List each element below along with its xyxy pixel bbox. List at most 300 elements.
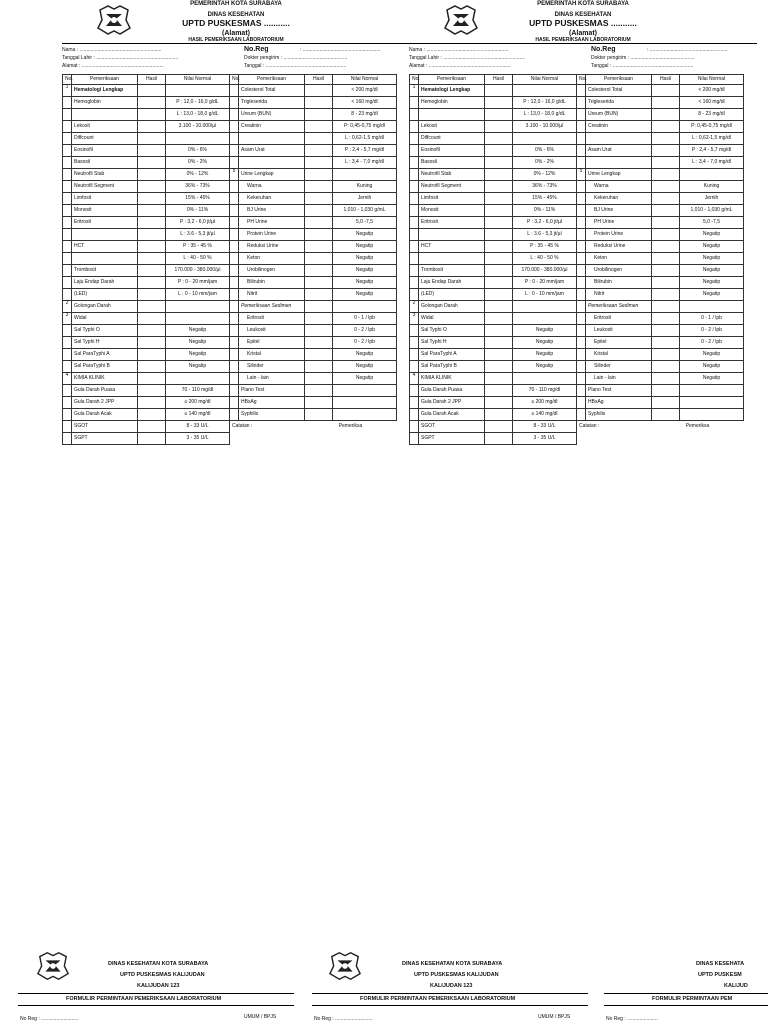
result-cell[interactable] <box>305 229 333 241</box>
exam-name <box>72 229 138 241</box>
row-number <box>410 265 419 277</box>
row-number <box>577 337 586 349</box>
exam-name: KIMIA KLINIK <box>72 373 138 385</box>
normal-value: < 200 mg/dl <box>333 85 397 97</box>
row-number <box>63 289 72 301</box>
result-cell[interactable] <box>485 409 513 421</box>
exam-name <box>419 253 485 265</box>
row-number: 4 <box>410 373 419 385</box>
result-cell[interactable] <box>305 289 333 301</box>
row-number <box>410 133 419 145</box>
row-number <box>577 241 586 253</box>
normal-value: 5,0 -7,5 <box>680 217 744 229</box>
normal-value <box>513 133 577 145</box>
patient-tanggal-lahir: Tanggal Lahir : ........................................................... <box>62 55 179 61</box>
row-number: 4 <box>63 373 72 385</box>
result-cell[interactable] <box>138 241 166 253</box>
result-cell[interactable] <box>485 157 513 169</box>
result-cell[interactable] <box>485 229 513 241</box>
table-row <box>410 109 744 121</box>
row-number <box>577 229 586 241</box>
normal-value: L : 0,62-1,5 mg/dl <box>333 133 397 145</box>
result-cell[interactable] <box>652 277 680 289</box>
result-cell[interactable] <box>652 265 680 277</box>
result-cell[interactable] <box>305 241 333 253</box>
row-number <box>577 97 586 109</box>
result-cell[interactable] <box>305 97 333 109</box>
tanggal: Tanggal : .......................................................... <box>591 63 694 69</box>
table-row <box>63 361 397 373</box>
normal-value: Negatip <box>333 253 397 265</box>
result-cell[interactable] <box>652 157 680 169</box>
result-cell[interactable] <box>138 313 166 325</box>
result-cell[interactable] <box>652 373 680 385</box>
result-cell[interactable] <box>305 181 333 193</box>
exam-name: Basosil <box>72 157 138 169</box>
slip-title: FORMULIR PERMINTAAN PEMERIKSAAN LABORATORIUM <box>66 996 222 1002</box>
table-row <box>63 205 397 217</box>
result-cell[interactable] <box>652 229 680 241</box>
result-cell[interactable] <box>305 265 333 277</box>
exam-name: Eritrosit <box>586 313 652 325</box>
result-cell[interactable] <box>485 217 513 229</box>
result-cell[interactable] <box>485 109 513 121</box>
exam-name: Kekeruhan <box>586 193 652 205</box>
result-cell[interactable] <box>485 169 513 181</box>
exam-name <box>239 133 305 145</box>
row-number <box>577 217 586 229</box>
result-cell[interactable] <box>652 397 680 409</box>
row-number <box>230 157 239 169</box>
table-row <box>410 205 744 217</box>
row-number <box>63 157 72 169</box>
result-cell[interactable] <box>305 133 333 145</box>
result-cell[interactable] <box>485 277 513 289</box>
table-row <box>410 121 744 133</box>
result-cell[interactable] <box>138 157 166 169</box>
result-cell[interactable] <box>485 265 513 277</box>
noreg-value: : ........................................................ <box>300 47 381 53</box>
result-cell[interactable] <box>652 97 680 109</box>
table-row <box>63 169 397 181</box>
row-number <box>230 121 239 133</box>
row-number <box>410 121 419 133</box>
row-number <box>577 265 586 277</box>
result-cell[interactable] <box>138 397 166 409</box>
result-cell[interactable] <box>305 109 333 121</box>
row-number <box>230 97 239 109</box>
result-cell[interactable] <box>652 337 680 349</box>
normal-value: 36% - 73% <box>166 181 230 193</box>
result-cell[interactable] <box>652 85 680 97</box>
result-cell[interactable] <box>138 349 166 361</box>
result-cell[interactable] <box>485 121 513 133</box>
result-cell[interactable] <box>485 385 513 397</box>
result-cell[interactable] <box>305 409 333 421</box>
exam-name: Golongan Darah <box>419 301 485 313</box>
result-cell[interactable] <box>305 217 333 229</box>
request-slip-1 <box>18 944 298 1024</box>
exam-name: PH Urine <box>239 217 305 229</box>
lab-table <box>62 74 397 445</box>
normal-value: L : 0,62-1,5 mg/dl <box>680 133 744 145</box>
exam-name: Trombosit <box>72 265 138 277</box>
result-cell[interactable] <box>305 385 333 397</box>
row-number <box>230 217 239 229</box>
result-cell[interactable] <box>305 313 333 325</box>
slip-line1: DINAS KESEHATAN KOTA SURABAYA <box>402 961 503 967</box>
result-cell[interactable] <box>485 145 513 157</box>
row-number <box>577 361 586 373</box>
normal-value: 1,010 - 1,030 g/mL <box>333 205 397 217</box>
result-cell[interactable] <box>652 121 680 133</box>
exam-name: HBsAg <box>586 397 652 409</box>
result-cell[interactable] <box>138 385 166 397</box>
result-cell[interactable] <box>138 337 166 349</box>
result-cell[interactable] <box>138 325 166 337</box>
row-number: 3 <box>410 313 419 325</box>
exam-name: SGOT <box>72 421 138 433</box>
result-cell[interactable] <box>652 385 680 397</box>
normal-value: 170.000 - 380.000/µl <box>513 265 577 277</box>
result-cell[interactable] <box>652 241 680 253</box>
exam-name: BJ Urine <box>586 205 652 217</box>
result-cell[interactable] <box>138 217 166 229</box>
table-row <box>410 193 744 205</box>
result-cell[interactable] <box>652 349 680 361</box>
noreg-label: No.Reg <box>244 46 269 53</box>
exam-name: SGOT <box>419 421 485 433</box>
normal-value: L : 3,4 - 7,0 mg/dl <box>680 157 744 169</box>
row-number <box>230 301 239 313</box>
normal-value: 0% - 12% <box>166 169 230 181</box>
result-cell[interactable] <box>138 433 166 445</box>
normal-value: Kuning <box>333 181 397 193</box>
normal-value: ≤ 200 mg/dl <box>166 397 230 409</box>
table-row <box>410 133 744 145</box>
row-number <box>63 217 72 229</box>
result-cell[interactable] <box>305 205 333 217</box>
result-cell[interactable] <box>485 85 513 97</box>
row-number <box>63 409 72 421</box>
exam-name: Trigleserida <box>586 97 652 109</box>
exam-name: Kristal <box>586 349 652 361</box>
table-row <box>410 253 744 265</box>
row-number <box>63 121 72 133</box>
table-row <box>63 433 397 445</box>
result-cell[interactable] <box>305 397 333 409</box>
exam-name: Urobilinogen <box>586 265 652 277</box>
result-cell[interactable] <box>138 289 166 301</box>
normal-value: 8 - 23 mg/dl <box>680 109 744 121</box>
normal-value: 8 - 33 U/L <box>513 421 577 433</box>
surabaya-crest-icon <box>36 950 70 982</box>
normal-value: 0 - 1 / lpb <box>333 313 397 325</box>
result-cell[interactable] <box>305 145 333 157</box>
normal-value <box>166 313 230 325</box>
table-row <box>63 421 397 433</box>
result-cell[interactable] <box>485 325 513 337</box>
result-cell[interactable] <box>652 301 680 313</box>
result-cell[interactable] <box>652 193 680 205</box>
row-number <box>63 265 72 277</box>
slip-line3: KALIJUD <box>724 983 748 989</box>
normal-value: < 200 mg/dl <box>680 85 744 97</box>
result-cell[interactable] <box>485 289 513 301</box>
exam-name: Urine Lengkap <box>586 169 652 181</box>
normal-value <box>680 301 744 313</box>
exam-name: Urine Lengkap <box>239 169 305 181</box>
result-cell[interactable] <box>652 145 680 157</box>
row-number <box>230 145 239 157</box>
result-cell[interactable] <box>652 217 680 229</box>
tanggal: Tanggal : .......................................................... <box>244 63 347 69</box>
normal-value: P : 3,2 - 6,0 jt/µl <box>513 217 577 229</box>
exam-name: Colesterol Total <box>239 85 305 97</box>
result-cell[interactable] <box>138 421 166 433</box>
normal-value: Kuning <box>680 181 744 193</box>
exam-name: Widal <box>419 313 485 325</box>
result-cell[interactable] <box>652 409 680 421</box>
row-number <box>410 217 419 229</box>
row-number <box>410 361 419 373</box>
result-cell[interactable] <box>305 361 333 373</box>
result-cell[interactable] <box>305 121 333 133</box>
result-cell[interactable] <box>138 169 166 181</box>
normal-value: Negatip <box>166 337 230 349</box>
result-cell[interactable] <box>138 277 166 289</box>
row-number <box>577 313 586 325</box>
exam-name <box>419 109 485 121</box>
exam-name: Gula Darah Puasa <box>419 385 485 397</box>
result-cell[interactable] <box>652 253 680 265</box>
result-cell[interactable] <box>485 421 513 433</box>
row-number <box>63 385 72 397</box>
exam-name: Diffcount <box>72 133 138 145</box>
table-row <box>410 289 744 301</box>
result-cell[interactable] <box>652 133 680 145</box>
result-cell[interactable] <box>138 85 166 97</box>
result-cell[interactable] <box>138 205 166 217</box>
patient-nama: Nama : ........................................................... <box>62 47 162 53</box>
exam-name: Neutrofil Stab <box>72 169 138 181</box>
column-header: Pemeriksaan <box>419 75 485 85</box>
result-cell[interactable] <box>138 181 166 193</box>
normal-value <box>166 85 230 97</box>
row-number <box>410 145 419 157</box>
row-number: 2 <box>410 301 419 313</box>
result-cell[interactable] <box>485 97 513 109</box>
result-cell[interactable] <box>305 277 333 289</box>
table-row <box>63 85 397 97</box>
normal-value: Negatip <box>333 349 397 361</box>
exam-name: Plano Test <box>239 385 305 397</box>
exam-name: Leukosit <box>239 325 305 337</box>
exam-name <box>239 157 305 169</box>
row-number <box>230 193 239 205</box>
result-cell[interactable] <box>138 253 166 265</box>
exam-name: Ureum (BUN) <box>586 109 652 121</box>
header-line2: DINAS KESEHATAN <box>554 12 612 18</box>
result-cell[interactable] <box>305 337 333 349</box>
table-row <box>63 397 397 409</box>
normal-value: L : 40 - 50 % <box>166 253 230 265</box>
exam-name <box>586 157 652 169</box>
exam-name: Kekeruhan <box>239 193 305 205</box>
result-cell[interactable] <box>485 193 513 205</box>
normal-value <box>513 373 577 385</box>
result-cell[interactable] <box>652 169 680 181</box>
normal-value: P: 0,45-0,75 mg/dl <box>333 121 397 133</box>
exam-name: Keton <box>239 253 305 265</box>
exam-name: (LED) <box>419 289 485 301</box>
row-number <box>577 157 586 169</box>
result-cell[interactable] <box>485 373 513 385</box>
slip-line2: UPTD PUSKESMAS KALIJUDAN <box>414 972 499 978</box>
result-cell[interactable] <box>652 205 680 217</box>
result-cell[interactable] <box>652 181 680 193</box>
result-cell[interactable] <box>305 169 333 181</box>
normal-value <box>333 301 397 313</box>
lab-table <box>409 74 744 445</box>
result-cell[interactable] <box>138 265 166 277</box>
result-cell[interactable] <box>138 373 166 385</box>
result-cell[interactable] <box>138 409 166 421</box>
exam-name: Basosil <box>419 157 485 169</box>
row-number <box>230 409 239 421</box>
table-row <box>63 217 397 229</box>
pemeriksa-label: Pemeriksa <box>338 423 363 430</box>
normal-value <box>680 397 744 409</box>
table-row <box>63 145 397 157</box>
result-cell[interactable] <box>485 397 513 409</box>
result-cell[interactable] <box>652 289 680 301</box>
result-cell[interactable] <box>485 433 513 445</box>
result-cell[interactable] <box>138 121 166 133</box>
row-number <box>410 385 419 397</box>
column-header: Pemeriksaan <box>239 75 305 85</box>
result-cell[interactable] <box>305 373 333 385</box>
patient-alamat: Alamat : ........................................................... <box>62 63 164 69</box>
result-cell[interactable] <box>652 361 680 373</box>
lab-result-form-1 <box>62 0 410 441</box>
result-cell[interactable] <box>485 181 513 193</box>
result-cell[interactable] <box>305 301 333 313</box>
result-cell[interactable] <box>138 97 166 109</box>
result-cell[interactable] <box>305 253 333 265</box>
normal-value: Negatip <box>333 277 397 289</box>
result-cell[interactable] <box>485 349 513 361</box>
normal-value <box>333 385 397 397</box>
normal-value: 15% - 45% <box>166 193 230 205</box>
exam-name: Kristal <box>239 349 305 361</box>
normal-value: 8 - 33 U/L <box>166 421 230 433</box>
row-number <box>230 253 239 265</box>
result-cell[interactable] <box>485 301 513 313</box>
exam-name: Sal ParaTyphi B <box>419 361 485 373</box>
row-number <box>410 169 419 181</box>
result-cell[interactable] <box>485 253 513 265</box>
normal-value: Negatip <box>680 361 744 373</box>
normal-value <box>333 169 397 181</box>
row-number <box>63 205 72 217</box>
result-cell[interactable] <box>138 109 166 121</box>
normal-value: Negatip <box>513 325 577 337</box>
result-cell[interactable] <box>485 313 513 325</box>
result-cell[interactable] <box>305 325 333 337</box>
result-cell[interactable] <box>138 301 166 313</box>
exam-name: Lekosit <box>419 121 485 133</box>
result-cell[interactable] <box>485 361 513 373</box>
row-number <box>63 181 72 193</box>
patient-alamat: Alamat : ........................................................... <box>409 63 511 69</box>
result-cell[interactable] <box>652 109 680 121</box>
column-header: No. <box>63 75 72 85</box>
slip-title: FORMULIR PERMINTAAN PEMERIKSAAN LABORATORIUM <box>360 996 516 1002</box>
normal-value: Negatip <box>166 325 230 337</box>
result-cell[interactable] <box>138 145 166 157</box>
result-cell[interactable] <box>485 205 513 217</box>
row-number <box>577 397 586 409</box>
normal-value: L : 0 - 10 mm/jam <box>513 289 577 301</box>
row-number <box>577 109 586 121</box>
result-cell[interactable] <box>305 85 333 97</box>
exam-name: Urobilinogen <box>239 265 305 277</box>
header-line1: PEMERINTAH KOTA SURABAYA <box>190 1 282 7</box>
exam-name: Silinder <box>239 361 305 373</box>
normal-value: Negatip <box>333 265 397 277</box>
table-row <box>63 97 397 109</box>
row-number <box>577 205 586 217</box>
normal-value: Jernih <box>680 193 744 205</box>
result-cell[interactable] <box>485 337 513 349</box>
normal-value: Negatip <box>680 241 744 253</box>
result-cell[interactable] <box>305 157 333 169</box>
result-cell[interactable] <box>305 193 333 205</box>
result-cell[interactable] <box>305 349 333 361</box>
normal-value: 0% - 6% <box>513 145 577 157</box>
table-row <box>63 229 397 241</box>
slip-line1: DINAS KESEHATAN KOTA SURABAYA <box>108 961 209 967</box>
normal-value <box>513 85 577 97</box>
normal-value <box>680 385 744 397</box>
table-row <box>410 361 744 373</box>
normal-value: P : 2,4 - 5,7 mg/dl <box>333 145 397 157</box>
exam-name: Asam Urat <box>239 145 305 157</box>
exam-name: Laju Endap Darah <box>419 277 485 289</box>
exam-name: Sal Typhi O <box>72 325 138 337</box>
result-cell[interactable] <box>138 193 166 205</box>
table-row <box>63 301 397 313</box>
result-cell[interactable] <box>138 133 166 145</box>
exam-name: Monosit <box>419 205 485 217</box>
result-cell[interactable] <box>485 133 513 145</box>
normal-value: 0 - 2 / lpb <box>680 325 744 337</box>
result-cell[interactable] <box>485 241 513 253</box>
row-number <box>410 97 419 109</box>
result-cell[interactable] <box>138 229 166 241</box>
slip-umum-bpjs: UMUM / BPJS <box>538 1014 571 1020</box>
exam-name: Neutrofil Segment <box>419 181 485 193</box>
result-cell[interactable] <box>652 325 680 337</box>
result-cell[interactable] <box>138 361 166 373</box>
result-cell[interactable] <box>652 313 680 325</box>
normal-value <box>680 169 744 181</box>
header-line4: (Alamat) <box>221 30 250 37</box>
row-number <box>577 349 586 361</box>
exam-name: Monosit <box>72 205 138 217</box>
normal-value <box>166 373 230 385</box>
